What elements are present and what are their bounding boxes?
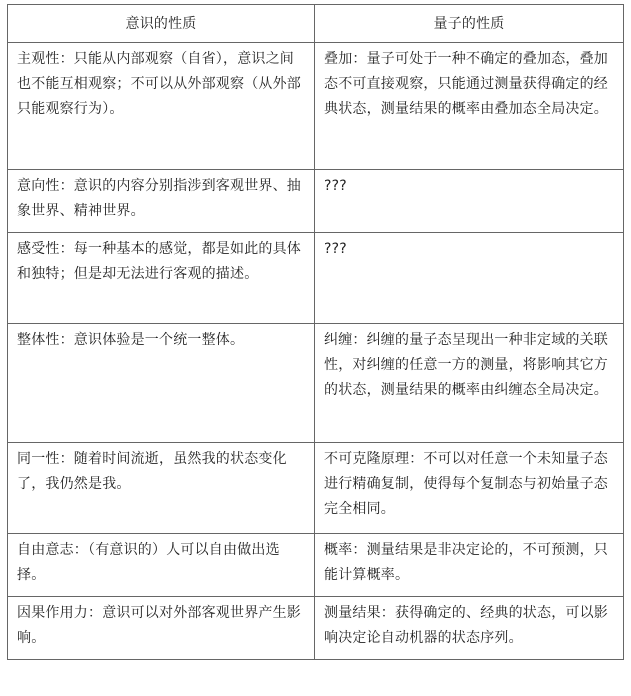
- table-row: [8, 233, 624, 324]
- cell-consciousness-qualia: 感受性：每一种基本的感觉，都是如此的具体和独特；但是却无法进行客观的描述。: [8, 233, 315, 324]
- cell-consciousness-free-will: 自由意志：（有意识的）人可以自由做出选择。: [8, 534, 315, 597]
- header-row: [8, 5, 624, 43]
- cell-quantum-superposition: 叠加：量子可处于一种不确定的叠加态，叠加态不可直接观察，只能通过测量获得确定的经典状态，测量结果的概率由叠加态全局决定。: [315, 43, 624, 170]
- table-row: [8, 534, 624, 597]
- table-header: [8, 5, 624, 43]
- table-row: [8, 43, 624, 170]
- cell-consciousness-intentionality: 意向性：意识的内容分别指涉到客观世界、抽象世界、精神世界。: [8, 170, 315, 233]
- header-quantum-properties: 量子的性质: [315, 5, 624, 43]
- cell-quantum-no-cloning: 不可克隆原理：不可以对任意一个未知量子态进行精确复制，使得每个复制态与初始量子态完全相同。: [315, 443, 624, 534]
- cell-quantum-measurement: 测量结果：获得确定的、经典的状态，可以影响决定论自动机器的状态序列。: [315, 597, 624, 660]
- table-row: [8, 443, 624, 534]
- cell-consciousness-identity: 同一性：随着时间流逝，虽然我的状态变化了，我仍然是我。: [8, 443, 315, 534]
- cell-quantum-unknown-2: ???: [315, 233, 624, 324]
- comparison-table: [7, 4, 624, 660]
- table-row: [8, 597, 624, 660]
- table-row: [8, 170, 624, 233]
- table-body: [8, 43, 624, 660]
- cell-quantum-probability: 概率：测量结果是非决定论的，不可预测，只能计算概率。: [315, 534, 624, 597]
- table-row: [8, 324, 624, 443]
- cell-consciousness-unity: 整体性：意识体验是一个统一整体。: [8, 324, 315, 443]
- header-consciousness-properties: 意识的性质: [8, 5, 315, 43]
- cell-consciousness-subjectivity: 主观性：只能从内部观察（自省），意识之间也不能互相观察；不可以从外部观察（从外部只能观察行为）。: [8, 43, 315, 170]
- cell-quantum-entanglement: 纠缠：纠缠的量子态呈现出一种非定域的关联性，对纠缠的任意一方的测量，将影响其它方的状态，测量结果的概率由纠缠态全局决定。: [315, 324, 624, 443]
- cell-consciousness-causal-power: 因果作用力：意识可以对外部客观世界产生影响。: [8, 597, 315, 660]
- cell-quantum-unknown-1: ???: [315, 170, 624, 233]
